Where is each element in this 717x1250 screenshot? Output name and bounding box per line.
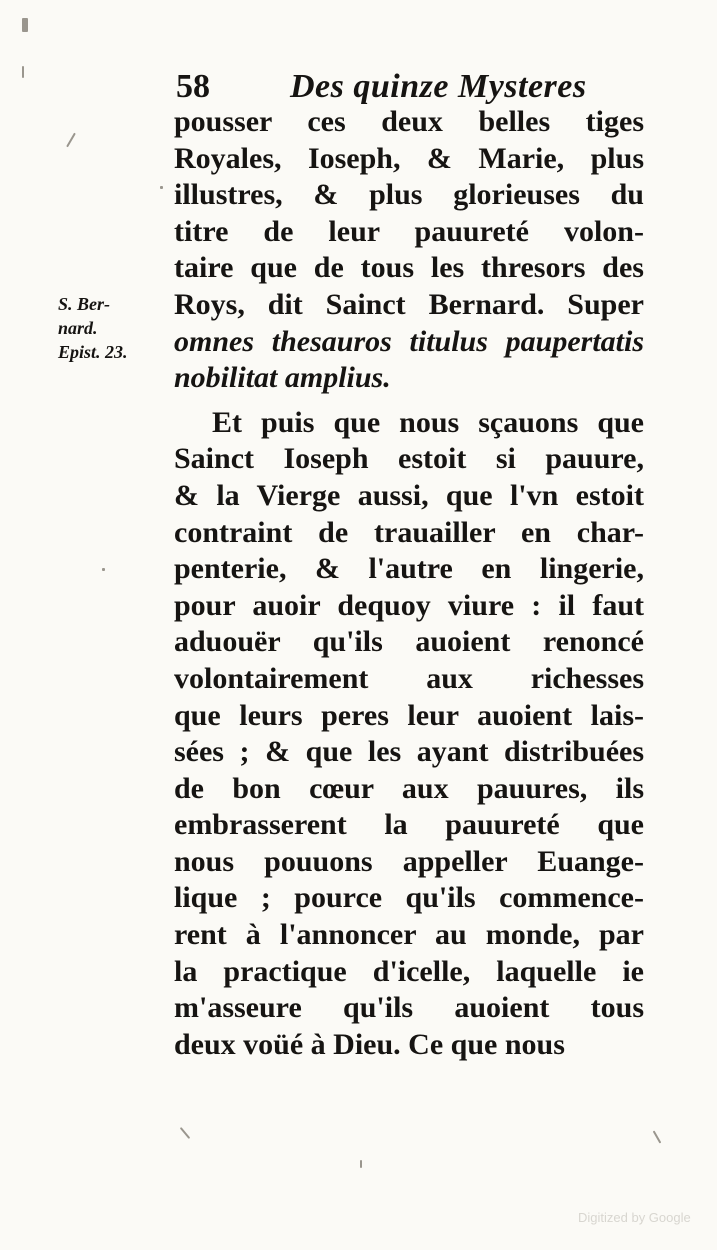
text-line: Roys, dit Sainct Bernard. Super	[174, 287, 644, 321]
text-line: rent à l'annoncer au monde, par	[174, 918, 644, 952]
speck	[180, 1127, 191, 1139]
text-line: Et puis que nous sçauons que	[212, 405, 644, 439]
text-line: nobilitat amplius.	[174, 361, 391, 395]
speck	[653, 1130, 662, 1143]
text-line: illustres, & plus glorieuses du	[174, 178, 644, 212]
watermark: Digitized by Google	[578, 1210, 691, 1225]
text-line: Royales, Ioseph, & Marie, plus	[174, 141, 644, 175]
text-line: contraint de trauailler en char-	[174, 515, 644, 549]
margin-note-line: S. Ber-	[58, 294, 111, 314]
text-line: que leurs peres leur auoient lais-	[174, 698, 644, 732]
text-line: Sainct Ioseph estoit si pauure,	[174, 442, 644, 476]
text-line: pour auoir dequoy viure : il faut	[174, 588, 644, 622]
speck	[22, 66, 24, 78]
running-head: Des quinze Mysteres	[290, 68, 587, 105]
text-line: pousser ces deux belles tiges	[174, 105, 644, 138]
page-header	[172, 62, 642, 105]
body-text	[174, 104, 644, 1063]
text-line: taire que de tous les thresors des	[174, 251, 644, 285]
text-line: aduouër qu'ils auoient renoncé	[174, 625, 644, 659]
text-line: & la Vierge aussi, que l'vn estoit	[174, 478, 644, 512]
margin-note-line: Epist. 23.	[58, 342, 128, 362]
speck	[360, 1160, 362, 1168]
speck	[160, 186, 163, 189]
text-line: embrasserent la pauureté que	[174, 808, 644, 842]
margin-note	[58, 292, 170, 364]
text-line: volontairement aux richesses	[174, 661, 644, 695]
text-line: titre de leur pauureté volon-	[174, 214, 644, 248]
text-line: sées ; & que les ayant distribuées	[174, 735, 644, 769]
margin-note-line: nard.	[58, 318, 98, 338]
text-line: omnes thesauros titulus paupertatis	[174, 324, 644, 358]
paragraph-gap	[174, 397, 644, 405]
text-line: la practique d'icelle, laquelle ie	[174, 954, 644, 988]
page-number: 58	[176, 68, 210, 105]
speck	[102, 568, 105, 571]
text-line: lique ; pource qu'ils commence-	[174, 881, 644, 915]
text-line: deux voüé à Dieu. Ce que nous	[174, 1027, 565, 1061]
text-line: penterie, & l'autre en lingerie,	[174, 552, 644, 586]
text-line: de bon cœur aux pauures, ils	[174, 771, 644, 805]
text-line: m'asseure qu'ils auoient tous	[174, 991, 644, 1025]
speck	[66, 133, 76, 148]
speck	[22, 18, 28, 32]
text-line: nous pouuons appeller Euange-	[174, 844, 644, 878]
